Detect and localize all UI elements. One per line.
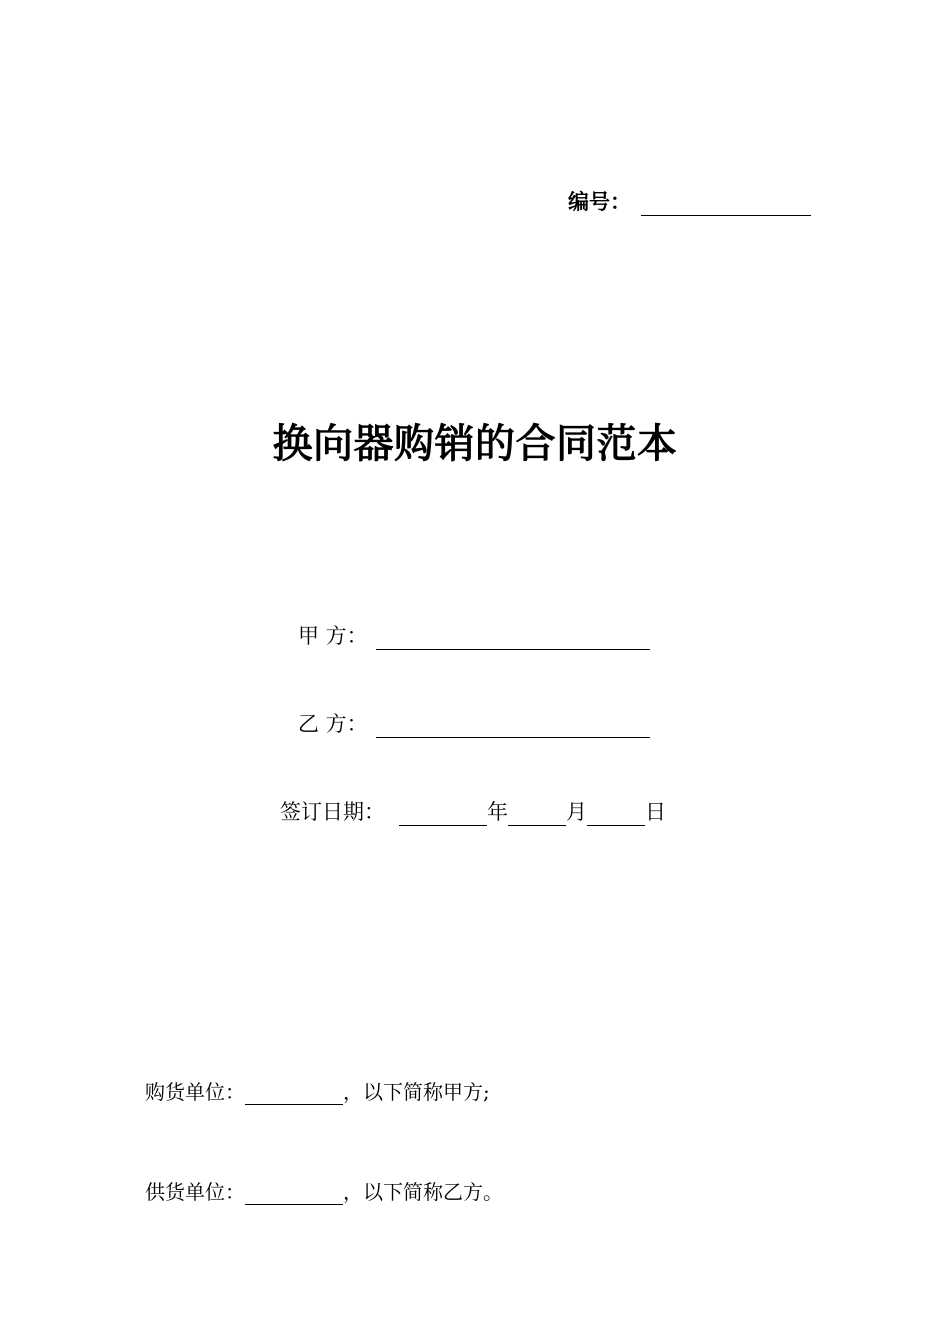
party-a-line bbox=[298, 620, 650, 650]
day-blank[interactable] bbox=[587, 803, 645, 826]
party-a-blank[interactable] bbox=[376, 627, 650, 650]
seller-clause bbox=[145, 1176, 503, 1205]
seller-label: 供货单位： bbox=[145, 1180, 245, 1204]
buyer-blank[interactable] bbox=[245, 1084, 343, 1105]
year-blank[interactable] bbox=[399, 803, 487, 826]
buyer-label: 购货单位： bbox=[145, 1080, 245, 1104]
sign-date-line bbox=[280, 796, 666, 826]
document-title: 换向器购销的合同范本 bbox=[272, 421, 678, 467]
serial-number-line bbox=[568, 186, 811, 216]
party-b-blank[interactable] bbox=[376, 715, 650, 738]
party-a-label: 甲 方： bbox=[298, 624, 368, 648]
serial-number-label: 编号： bbox=[568, 190, 631, 214]
month-blank[interactable] bbox=[508, 803, 566, 826]
seller-blank[interactable] bbox=[245, 1184, 343, 1205]
month-label: 月 bbox=[566, 800, 587, 824]
year-label: 年 bbox=[487, 800, 508, 824]
buyer-clause bbox=[145, 1076, 490, 1105]
sign-date-label: 签订日期： bbox=[280, 800, 385, 824]
buyer-suffix: ，以下简称甲方; bbox=[343, 1080, 490, 1104]
serial-number-blank[interactable] bbox=[641, 193, 811, 216]
party-b-label: 乙 方： bbox=[298, 712, 368, 736]
day-label: 日 bbox=[645, 800, 666, 824]
seller-suffix: ，以下简称乙方。 bbox=[343, 1180, 503, 1204]
party-b-line bbox=[298, 708, 650, 738]
